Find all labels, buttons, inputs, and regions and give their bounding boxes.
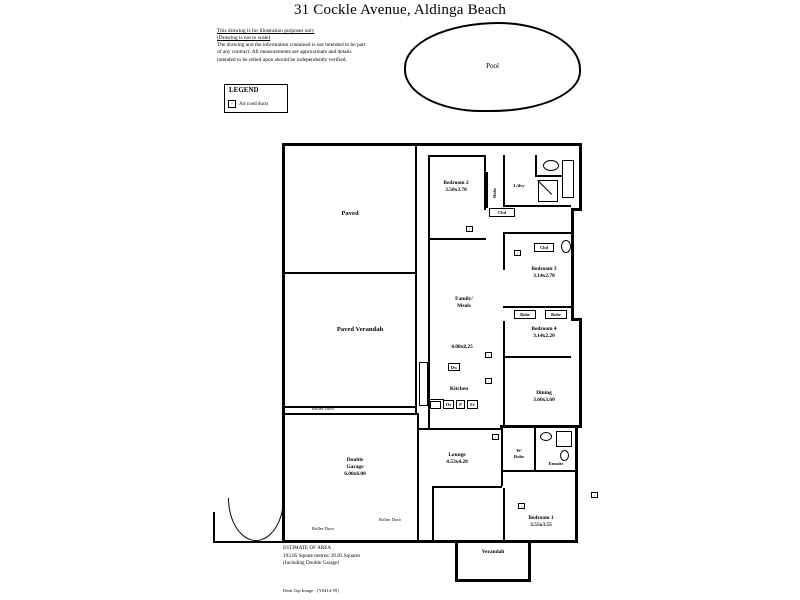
wall-bed4-bottom <box>503 356 571 358</box>
room-paved-label: Paved <box>341 210 359 217</box>
ensuite-toilet-icon <box>560 450 569 461</box>
robe-a: Robe <box>514 310 536 319</box>
room-bed3 <box>512 266 576 280</box>
estimate-line2: (Including Double Garage) <box>283 560 340 567</box>
roller-door-label-2: Roller Door <box>311 526 335 531</box>
wall-bed2-left <box>428 155 430 240</box>
wall-bed3-left <box>503 232 505 270</box>
kitchen-bench-left <box>419 362 428 406</box>
cooktop-icon <box>430 401 441 409</box>
room-ensuite-label: Ensuite <box>548 461 564 466</box>
room-bed3-name: Bedroom 3 <box>531 266 557 272</box>
estimate-heading: ESTIMATE OF AREA <box>283 545 332 551</box>
roller-door-label-1: Roller Door <box>311 406 335 411</box>
room-paved-verandah-label: Paved Verandah <box>336 326 384 333</box>
room-ldry-label: L/dry <box>513 183 525 188</box>
bath-tub-icon <box>562 160 574 198</box>
wall-outer-left <box>282 143 285 543</box>
room-bed4-dims: 3.14x2.20 <box>533 332 555 339</box>
disclaimer-body: The drawing and the information contained is not intended to be part of any contract. All measurements are approximate and details intended to be relied upon should be independently verified. <box>217 42 366 63</box>
room-wir-line1: W/ <box>516 448 522 453</box>
roller-door-label-3: Roller Door <box>378 517 402 522</box>
room-dining-name: Dining <box>536 390 552 396</box>
wall-outer-right-mid <box>571 208 574 320</box>
door-swing-garage-a <box>228 498 256 541</box>
room-garage-line1: Double <box>346 457 364 463</box>
room-bed2 <box>424 180 488 194</box>
cupboard-1: Cbd <box>489 208 515 217</box>
door-swing-garage-b <box>256 498 284 541</box>
room-bed1-name: Bedroom 1 <box>528 515 554 521</box>
room-family <box>438 296 490 310</box>
room-dining-dims: 3.60x3.60 <box>533 396 555 403</box>
wall-outer-right-bottom <box>575 425 578 543</box>
room-wir <box>504 448 534 459</box>
driveway-edge-left <box>213 512 215 543</box>
pool-label: Pool <box>486 62 499 70</box>
wall-verandah-right <box>528 540 531 582</box>
disclaimer-line2: (Drawing is not to scale) <box>217 35 271 42</box>
cupboard-2: Cbd <box>534 243 554 252</box>
ensuite-basin-icon <box>540 432 552 441</box>
room-dining <box>512 390 576 404</box>
page-title: 31 Cockle Avenue, Aldinga Beach <box>293 2 507 18</box>
disclaimer-line1: This drawing is for illustration purposes only <box>217 28 315 34</box>
wall-lounge-bottom <box>432 486 502 488</box>
estimate-of-area <box>283 545 360 568</box>
wall-wir-right <box>534 428 536 470</box>
wall-garage-top <box>282 413 417 415</box>
room-lounge <box>420 452 494 466</box>
wall-lounge-top <box>419 428 503 430</box>
room-lounge-dims: 4.53x4.28 <box>446 458 468 465</box>
dishwasher-icon: Dw <box>448 363 460 371</box>
pantry-icon: P <box>456 400 465 409</box>
wall-bed2-top <box>428 155 486 157</box>
room-lounge-name: Lounge <box>448 452 466 458</box>
air-cond-duct-marker-5: ▫ <box>518 503 525 509</box>
wall-ensuite-bottom <box>503 470 575 472</box>
air-cond-duct-marker-2: ▫ <box>485 352 492 358</box>
wall-bed2-bottom <box>428 238 486 240</box>
room-bed4-name: Bedroom 4 <box>531 326 557 332</box>
room-garage-dims: 6.00x6.00 <box>344 470 366 477</box>
wall-garage-right <box>417 413 419 543</box>
wall-dining-left <box>503 358 505 425</box>
wall-outer-bottom-left <box>282 540 457 543</box>
wall-lower-right-top <box>500 425 582 428</box>
basin-icon <box>543 160 559 171</box>
wall-outer-right-low <box>579 318 582 428</box>
room-family-dims: 4.08x8.25 <box>451 344 473 350</box>
toilet-icon <box>561 240 571 253</box>
wall-robe-b2 <box>486 172 488 208</box>
wall-verandah-left <box>455 540 458 582</box>
air-cond-duct-marker-4: ▫ <box>492 434 499 440</box>
room-kitchen-label: Kitchen <box>449 386 469 392</box>
estimate-line1: 193.85 Square metres/ 20.83 Squares <box>283 552 361 559</box>
air-cond-duct-icon: ▫ <box>228 100 236 108</box>
room-wir-line2: Robe <box>513 453 525 459</box>
ensuite-shower-icon <box>556 431 572 447</box>
room-bed2-name: Bedroom 2 <box>443 180 469 186</box>
wall-paved-right <box>415 143 417 415</box>
robe-bed2-label: Robe <box>492 187 497 198</box>
air-cond-duct-marker-6: ▫ <box>591 492 598 498</box>
legend-item-label: Air cond ducts <box>239 101 269 107</box>
air-cond-duct-marker-1: ▫ <box>466 226 473 232</box>
wall-bed3-bottom <box>503 306 571 308</box>
hotplate-line <box>430 399 444 400</box>
room-bed3-dims: 3.14x2.70 <box>533 272 555 279</box>
wall-lounge-right <box>501 428 503 486</box>
wall-ldry-bottom <box>503 205 571 207</box>
wall-lounge-lowleft <box>432 486 434 542</box>
wall-bed1-left <box>503 488 505 540</box>
wall-paved-divider <box>282 272 417 274</box>
oven-icon: Ov <box>443 400 454 409</box>
room-bed1 <box>508 515 574 529</box>
room-bed1-dims: 3.55x3.55 <box>530 521 552 528</box>
robe-b: Robe <box>545 310 567 319</box>
wall-bed4-left <box>503 321 505 358</box>
footer-note: Desk Top Image - (Y0414-59) <box>283 588 339 593</box>
wall-outer-right-top <box>579 143 582 211</box>
air-cond-duct-marker-7: ▫ <box>514 250 521 256</box>
wall-ldry-right <box>535 155 537 177</box>
wall-bed3-top <box>503 232 571 234</box>
room-garage-line2: Garage <box>346 463 364 470</box>
room-bed4 <box>512 326 576 340</box>
room-family-name2: Meals <box>457 302 471 309</box>
wall-ldry-left <box>503 155 505 207</box>
room-garage-name <box>300 457 410 477</box>
wall-verandah-bottom <box>455 579 531 582</box>
wall-outer-bottom-right <box>455 540 578 543</box>
driveway-edge-bottom <box>213 541 285 543</box>
room-bed2-dims: 3.50x3.78 <box>445 186 467 193</box>
wall-outer-top <box>282 143 582 146</box>
legend-title: LEGEND <box>229 86 259 94</box>
room-verandah-label: Verandah <box>481 549 505 555</box>
fridge-icon: Fr <box>467 400 478 409</box>
air-cond-duct-marker-3: ▫ <box>485 378 492 384</box>
room-family-name: Family/ <box>455 296 473 302</box>
